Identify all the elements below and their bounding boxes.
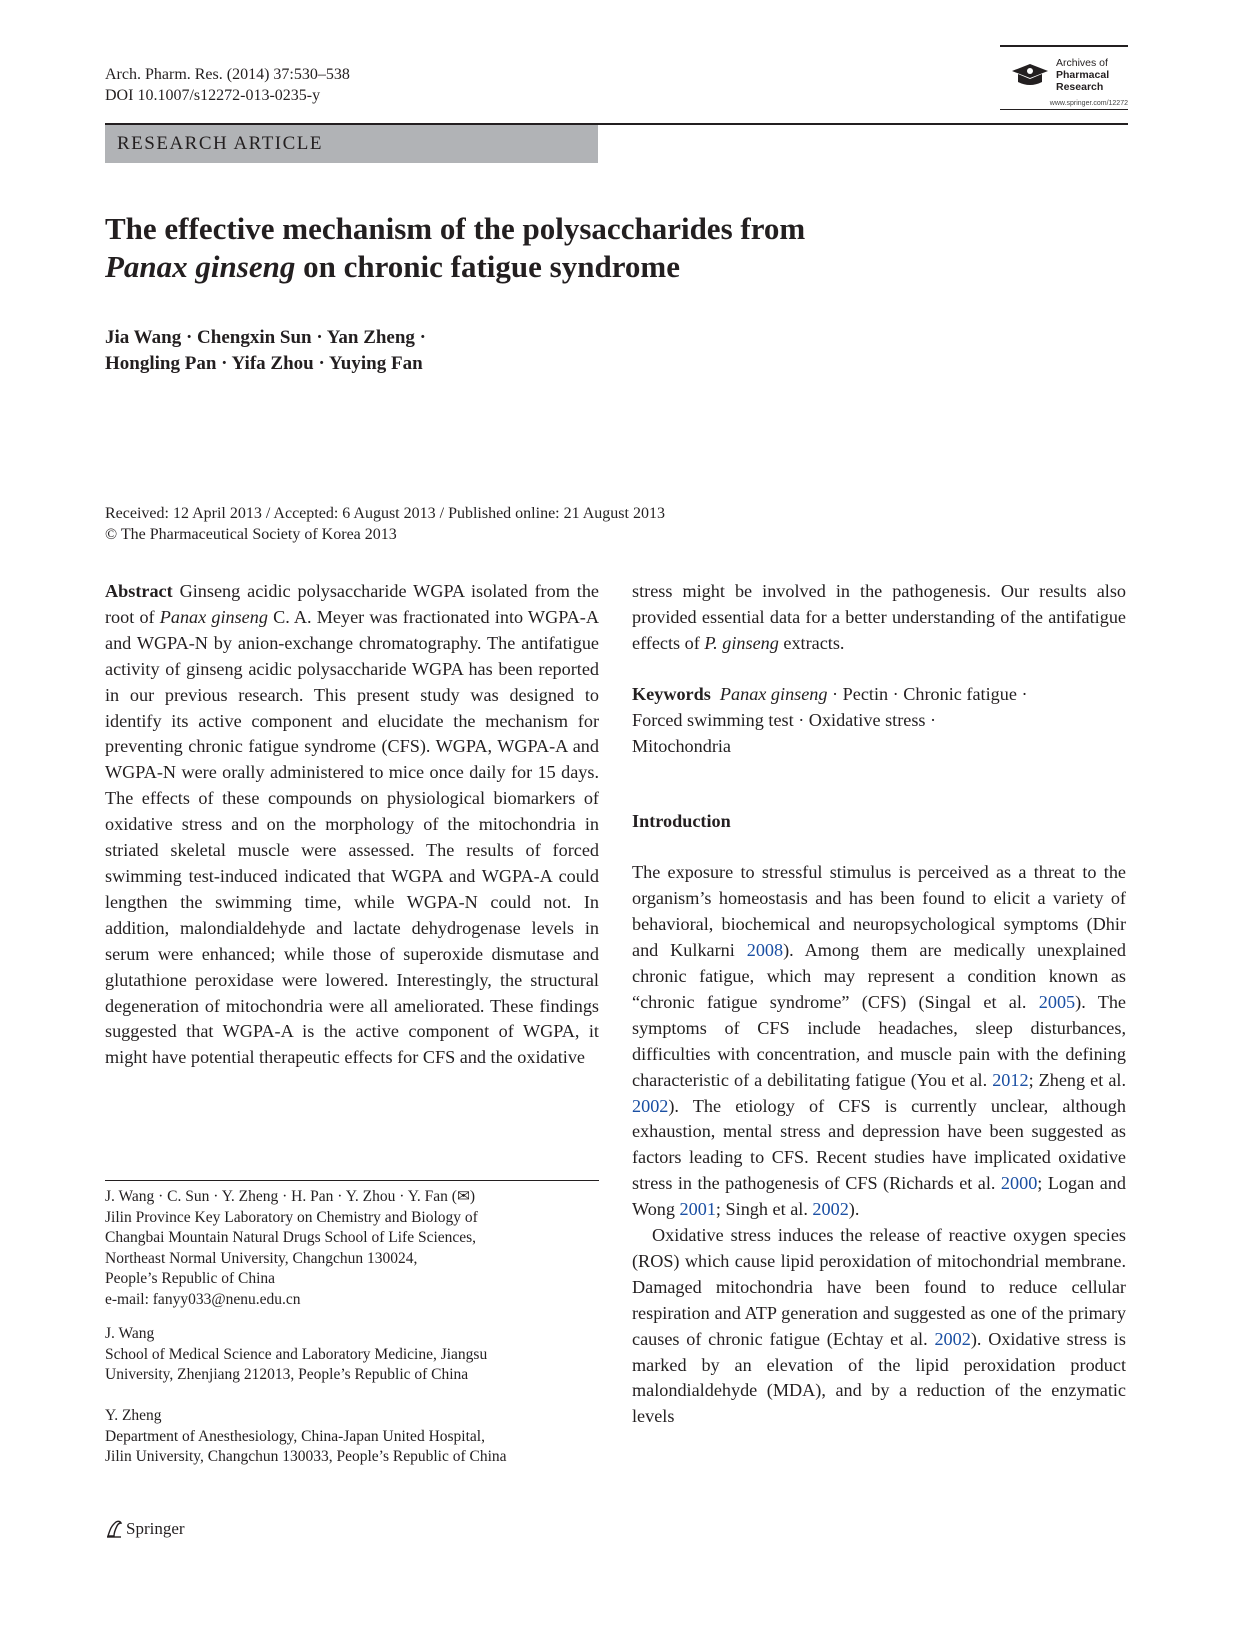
affiliation-2-line-1: School of Medical Science and Laboratory Medicine, Jiangsu: [105, 1345, 488, 1363]
abstract-continued: [632, 579, 1126, 657]
citation-link[interactable]: 2012: [992, 1069, 1029, 1090]
intro-p2-b: ). Oxidative stress is marked by an elevation of the lipid peroxidation product malondialdehyde (MDA), and by a reduction of the enzymatic levels: [632, 1328, 1127, 1427]
abstract-text: [105, 579, 599, 1071]
author-list: [105, 325, 426, 377]
abstract-part-3: stress might be involved in the pathogenesis. Our results also provided essential data for a better understanding of the antifatigue effects of: [632, 581, 1126, 653]
citation-link[interactable]: 2005: [1038, 991, 1076, 1012]
affiliation-3-name: Y. Zheng: [105, 1407, 162, 1424]
authors-line-2: Hongling Pan · Yifa Zhou · Yuying Fan: [105, 353, 423, 374]
authors-line-1: Jia Wang · Chengxin Sun · Yan Zheng ·: [105, 327, 427, 348]
doi: DOI 10.1007/s12272-013-0235-y: [105, 87, 321, 104]
citation-link[interactable]: 2002: [812, 1199, 849, 1220]
history-dates: Received: 12 April 2013 / Accepted: 6 August 2013 / Published online: 21 August 2013: [105, 505, 665, 522]
affiliation-1-names: J. Wang · C. Sun · Y. Zheng · H. Pan · Y. Zhou · Y. Fan (✉): [105, 1188, 476, 1205]
title-line-1: The effective mechanism of the polysaccharides from: [105, 211, 806, 246]
title-species: Panax ginseng: [105, 249, 296, 284]
affiliation-1-line-2: Changbai Mountain Natural Drugs School of Life Sciences,: [105, 1229, 477, 1247]
citation-link[interactable]: 2002: [934, 1328, 971, 1349]
abstract-heading: Abstract: [105, 581, 173, 601]
copyright: © The Pharmaceutical Society of Korea 2013: [105, 526, 397, 543]
right-column: [632, 579, 1126, 1430]
keywords-line-1-rest: · Pectin · Chronic fatigue ·: [827, 683, 1028, 704]
intro-p1-d: ; Zheng et al.: [1028, 1069, 1127, 1090]
intro-p1-c: ). The symptoms of CFS include headaches, sleep disturbances, difficulties with concentration, and muscle pain with the defining characteristic of a debilitating fatigue (You et al.: [632, 991, 1126, 1090]
citation-link[interactable]: 2008: [746, 940, 784, 961]
keyword-1: Panax ginseng: [719, 683, 828, 704]
keywords: [632, 682, 1126, 760]
affiliation-3-line-2: Jilin University, Changchun 130033, People’s Republic of China: [105, 1448, 507, 1466]
title-line-2-rest: on chronic fatigue syndrome: [295, 249, 680, 284]
affiliation-3: [105, 1406, 599, 1468]
corresponding-email[interactable]: e-mail: fanyy033@nenu.edu.cn: [105, 1290, 301, 1308]
keywords-line-3: Mitochondria: [632, 735, 732, 756]
citation-link[interactable]: 2002: [632, 1095, 669, 1116]
article-type: RESEARCH ARTICLE: [117, 133, 324, 154]
introduction-heading: Introduction: [632, 811, 731, 832]
affiliation-1: [105, 1187, 599, 1311]
journal-logo-text: [1056, 57, 1109, 93]
abstract-species: Panax ginseng: [159, 606, 268, 627]
abstract-part-4: extracts.: [778, 632, 845, 653]
affiliation-2-line-2: University, Zhenjiang 212013, People’s Republic of China: [105, 1366, 469, 1384]
intro-paragraph-2: [632, 1223, 1126, 1430]
journal-url[interactable]: www.springer.com/12272: [1049, 100, 1128, 107]
affiliation-1-line-3: Northeast Normal University, Changchun 130024,: [105, 1249, 418, 1267]
intro-p1-h: ).: [848, 1199, 860, 1220]
publisher-name: Springer: [126, 1519, 185, 1538]
journal-citation: [105, 64, 350, 106]
affiliation-3-line-1: Department of Anesthesiology, China-Japan United Hospital,: [105, 1427, 485, 1445]
intro-p2-a: Oxidative stress induces the release of reactive oxygen species (ROS) which cause lipid peroxidation of mitochondrial membrane. Damaged mitochondria have been found to reduce cellular respiration and ATP generation and suggested as one of the primary causes of chronic fatigue (Echtay et al.: [632, 1225, 1126, 1349]
title-line-2: [105, 248, 1105, 286]
citation-link[interactable]: 2000: [1000, 1173, 1038, 1194]
logo-line-3: Research: [1056, 81, 1104, 93]
intro-p1-a: The exposure to stressful stimulus is perceived as a threat to the organism’s homeostasis and has been found to elicit a variety of behavioral, biochemical and neuropsychological symptoms (Dhir and Kulkarni: [632, 862, 1126, 961]
intro-p1-e: ). The etiology of CFS is currently unclear, although exhaustion, mental stress and depression have been suggested as factors leading to CFS. Recent studies have implicated oxidative stress in the pathogenesis of CFS (Richards et al.: [632, 1095, 1126, 1194]
affiliation-2: [105, 1324, 599, 1386]
abstract-part-2: C. A. Meyer was fractionated into WGPA-A and WGPA-N by anion-exchange chromatography. The antifatigue activity of ginseng acidic polysaccharide WGPA has been reported in our previous research. This present study was designed to identify its active component and elucidate the mechanism for preventing chronic fatigue syndrome (CFS). WGPA, WGPA-A and WGPA-N were orally administered to mice once daily for 15 days. The effects of these compounds on physiological biomarkers of oxidative stress and on the morphology of the mitochondria in striated skeletal muscle were assessed. The results of forced swimming test-induced indicated that WGPA and WGPA-A could lengthen the swimming time, while WGPA-N could not. In addition, malondialdehyde and lactate dehydrogenase levels in serum were enhanced; while those of superoxide dismutase and glutathione peroxidase were lowered. Interestingly, the structural degeneration of mitochondria were all ameliorated. These findings suggested that WGPA-A is the active component of WGPA, it might have potential therapeutic effects for CFS and the oxidative: [105, 606, 599, 1068]
springer-horse-icon: [105, 1518, 123, 1538]
footnote-rule: [105, 1180, 599, 1181]
keywords-heading: Keywords: [632, 683, 711, 704]
abstract-part-1: Ginseng acidic polysaccharide WGPA isolated from the root of: [105, 581, 599, 627]
logo-line-2: Pharmacal: [1056, 69, 1110, 81]
abstract: [105, 579, 599, 1071]
citation-link[interactable]: 2001: [679, 1199, 716, 1220]
affiliation-1-line-4: People’s Republic of China: [105, 1270, 276, 1288]
intro-p1-g: ; Singh et al.: [715, 1199, 813, 1220]
journal-logo: [1000, 45, 1128, 110]
logo-line-1: Archives of: [1056, 57, 1108, 69]
journal-logo-icon: [1010, 61, 1050, 87]
article-title: [105, 210, 1105, 286]
journal-reference: Arch. Pharm. Res. (2014) 37:530–538: [105, 66, 350, 83]
abstract-species-abbrev: P. ginseng: [704, 632, 779, 653]
intro-paragraph-1: [632, 860, 1126, 1223]
affiliation-2-name: J. Wang: [105, 1325, 155, 1342]
keywords-line-2: Forced swimming test · Oxidative stress ·: [632, 709, 937, 730]
intro-p1-f: ; Logan and Wong: [632, 1173, 1126, 1220]
publication-dates: [105, 503, 665, 545]
article-type-banner: [105, 125, 598, 163]
publisher-footer: [105, 1518, 185, 1539]
affiliation-1-line-1: Jilin Province Key Laboratory on Chemistry and Biology of: [105, 1208, 478, 1226]
intro-p1-b: ). Among them are medically unexplained chronic fatigue, which may represent a condition known as “chronic fatigue syndrome” (CFS) (Singal et al.: [632, 940, 1126, 1012]
